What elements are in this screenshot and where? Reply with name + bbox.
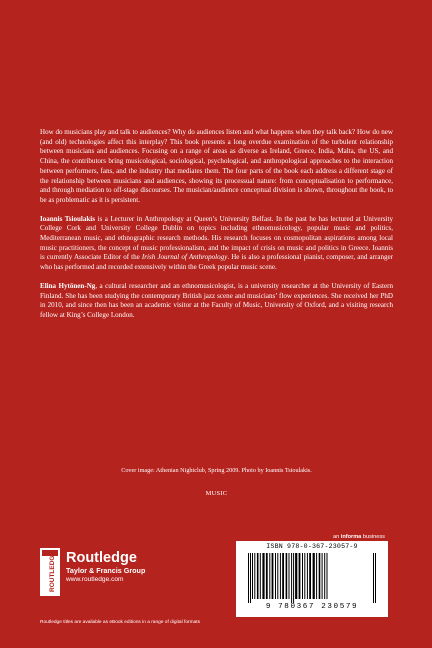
editor-name-tsioulakis: Ioannis Tsioulakis (40, 214, 96, 223)
ebook-note: Routledge titles are available as eBook editions in a range of digital formats (40, 620, 200, 625)
routledge-logo-icon (40, 548, 60, 596)
editor-bio-hytonen (40, 282, 393, 321)
logo-text (66, 550, 145, 584)
publisher-url: www.routledge.com (66, 576, 124, 583)
informa-prefix: an (333, 534, 341, 540)
bio-text-a: is a Lecturer in Anthropology at Queen’s University Belfast. In the past he has lectured at University College Cork and University College Dublin on topics including ethnomusicology, popular music and politics, Mediterranean music, and ethnographic research methods. His research focuses on cosmopolitan aspirations among local music practitioners, the concept of music professionalism, and the impact of crisis on music and politics in Greece. Ioannis is currently Associate Editor of the (40, 214, 393, 262)
publisher-group: Taylor & Francis Group (66, 566, 146, 575)
barcode-bars (246, 553, 378, 603)
subject-category: MUSIC (205, 490, 228, 497)
cover-image-credit: Cover image: Athenian Nightclub, Spring 2009. Photo by Ioannis Tsioulakis. (121, 467, 312, 474)
journal-title: Irish Journal of Anthropology (141, 253, 228, 262)
editor-name-hytonen: Elina Hytönen-Ng (40, 281, 96, 290)
informa-suffix: business (361, 534, 385, 540)
logo-vertical-text: ROUTLEDGE (49, 551, 56, 592)
barcode (236, 541, 388, 617)
isbn-label: ISBN 978-0-367-23057-9 (266, 543, 358, 550)
informa-tagline (333, 534, 385, 540)
bio-text-hytonen: , a cultural researcher and an ethnomusicologist, is a university researcher at the University of Eastern Finland. She has been studying the contemporary British jazz scene and musicians’ flow experiences. She received her PhD in 2010, and since then has been an academic visitor at the Faculty of Music, University of Oxford, and a visiting research fellow at King’s College London. (40, 281, 393, 319)
description-paragraph: How do musicians play and talk to audiences? Why do audiences listen and what happens when they talk back? How do new (and old) technologies affect this interplay? This book presents a long overdue examination of the turbulent relationship between musicians and audiences. Focusing on a range of areas as diverse as Ireland, Greece, India, Malta, the US, and China, the contributors bring musicological, sociological, psychological, and anthropological approaches to the interaction between performers, fans, and the industry that mediates them. The four parts of the book each address a different stage of the relationship between musicians and audiences, showing its processual nature: from conceptualisation to performance, and through mediation to off-stage discourses. The musician/audience conceptual division is shown, throughout the book, to be as problematic as it is persistent. (40, 128, 393, 204)
bio-text-b: . He is also a professional pianist, composer, and arranger who has performed and recorded extensively within the Greek popular music scene. (40, 253, 393, 272)
barcode-digits: 9 780367 230579 (265, 603, 359, 611)
publisher-name: Routledge (66, 550, 137, 566)
blurb-text (40, 128, 393, 330)
informa-brand: informa (340, 534, 362, 540)
routledge-logo (40, 548, 240, 598)
editor-bio-tsioulakis (40, 215, 393, 273)
